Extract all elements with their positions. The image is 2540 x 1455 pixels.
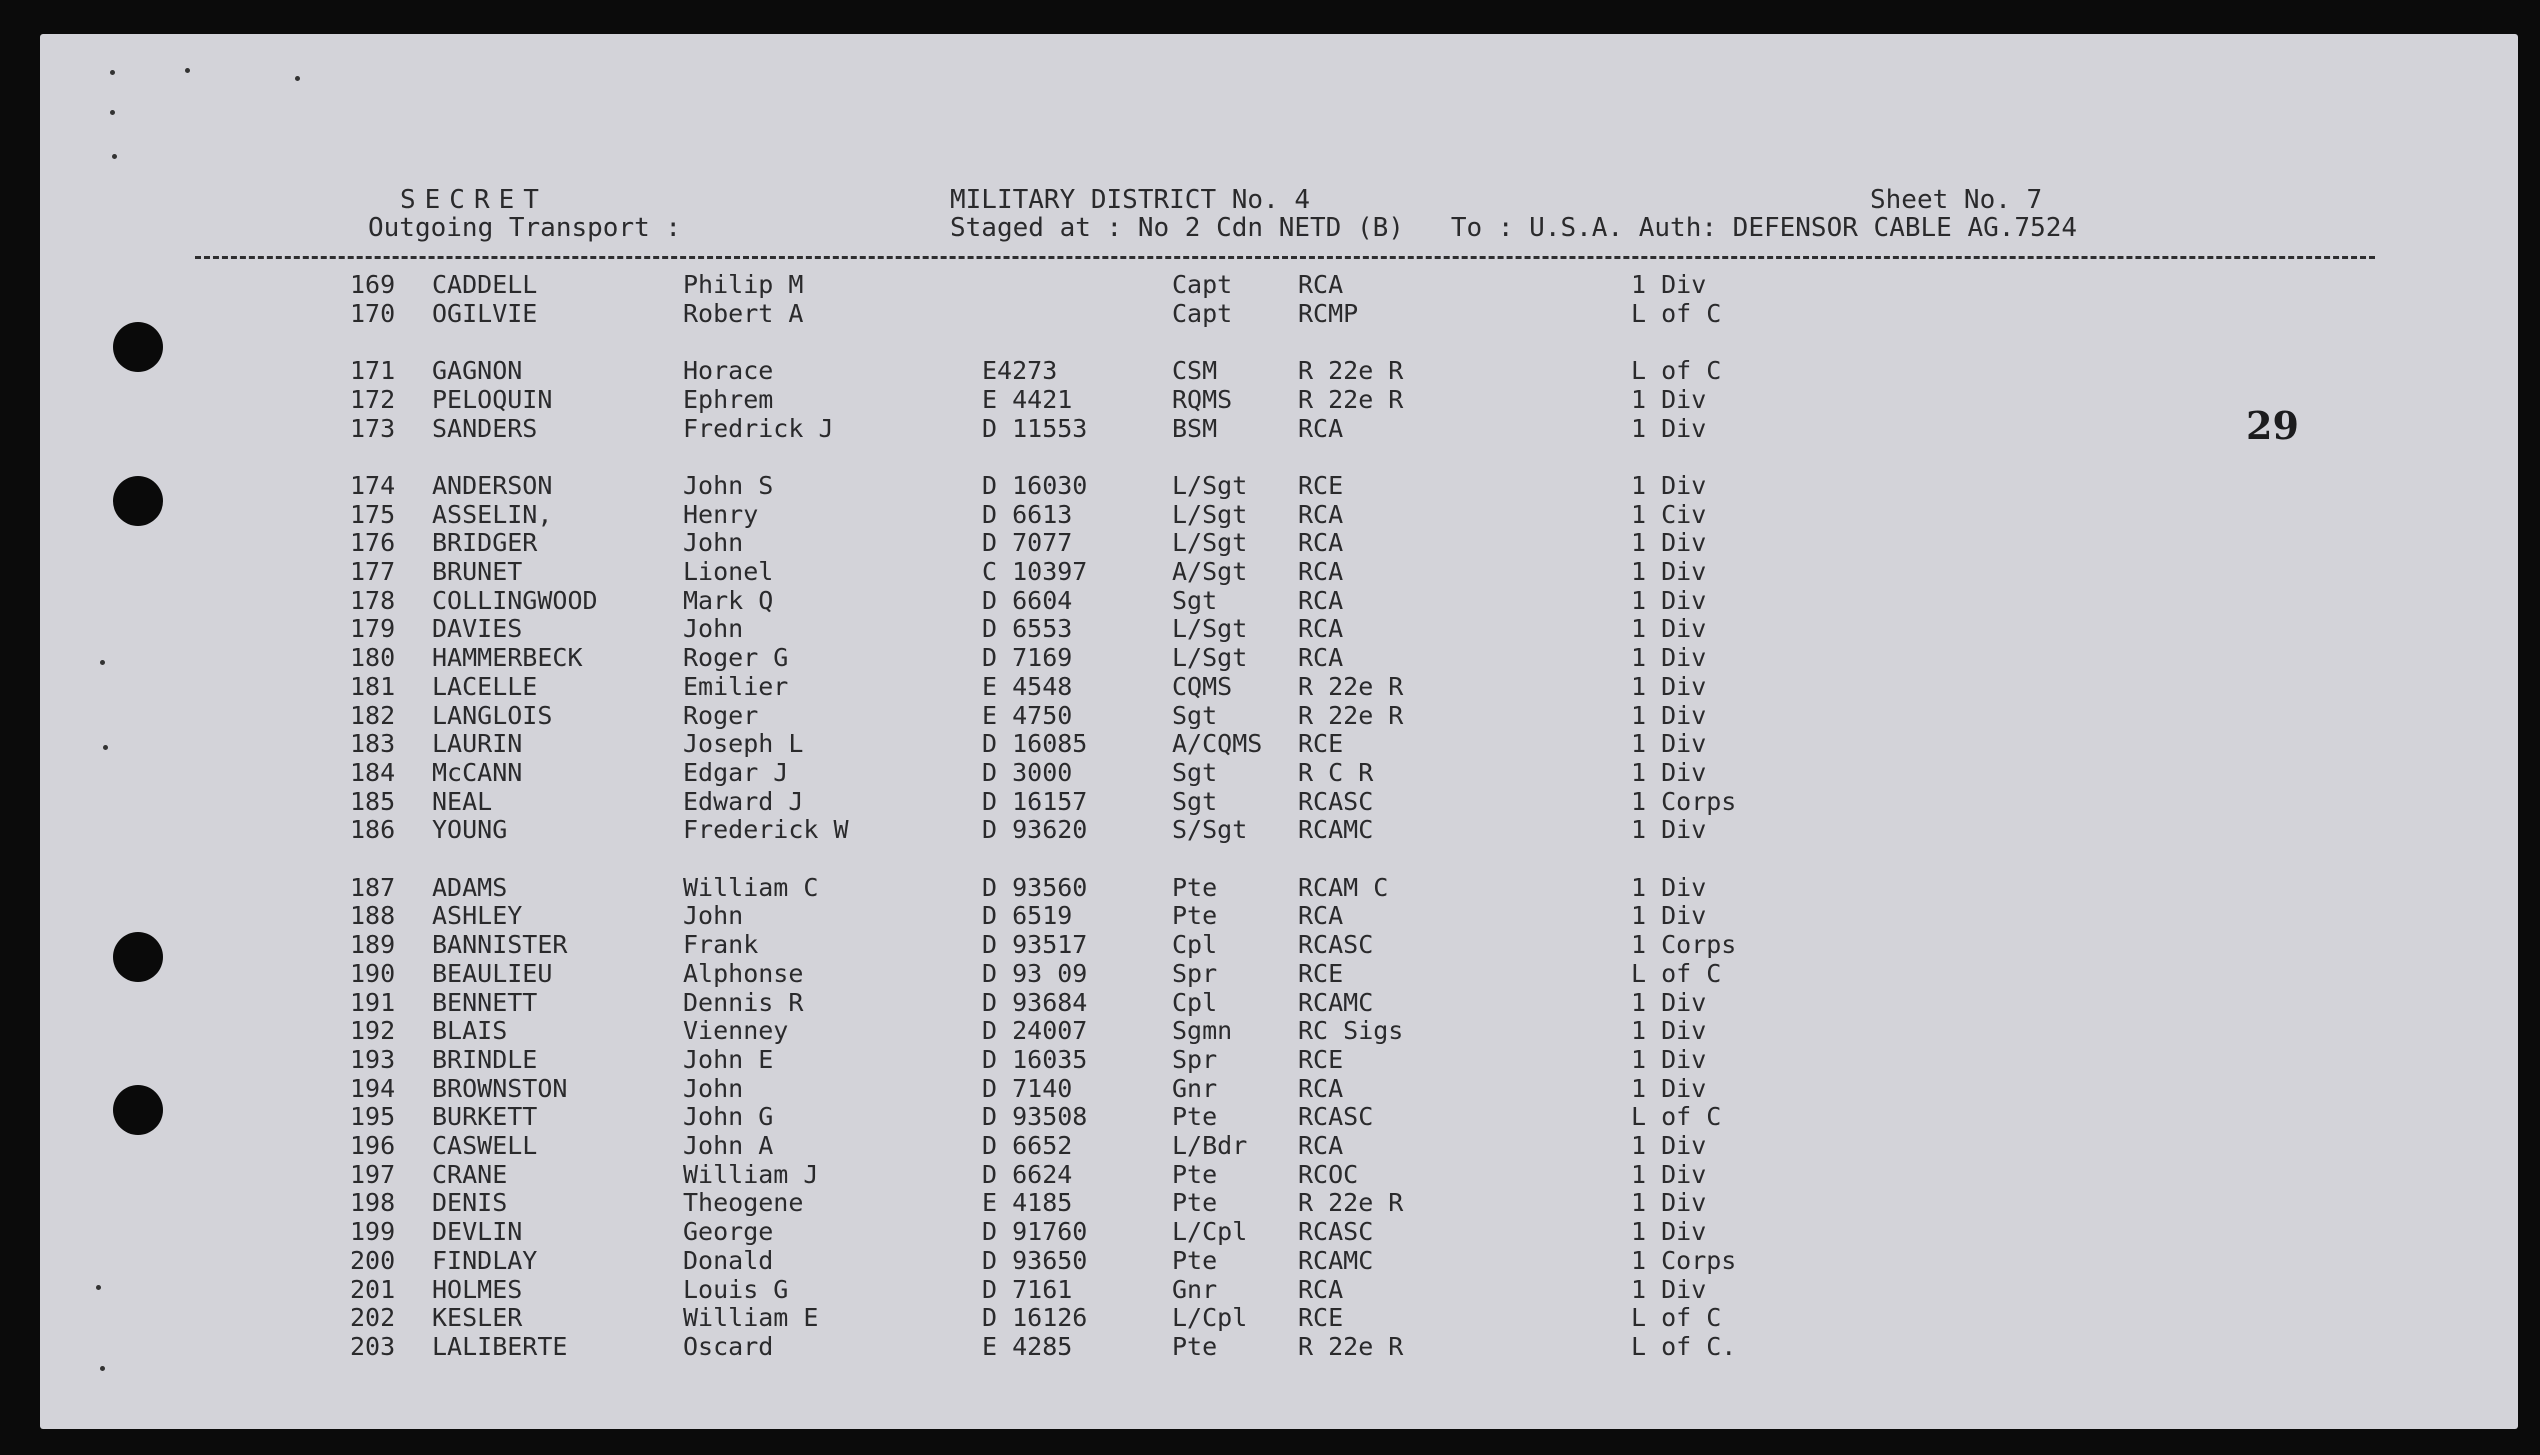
destination: 1 Div [1631,470,1707,500]
row-number: 173 [350,413,396,443]
service-number: D 7140 [982,1073,1073,1103]
given-name: Joseph L [683,729,804,759]
row-number: 201 [350,1274,396,1304]
table-row [0,989,2540,1017]
given-name: Oscard [683,1331,774,1361]
service-number: E 4548 [982,671,1073,701]
surname: KESLER [432,1303,523,1333]
destination: 1 Div [1631,528,1707,558]
row-number: 198 [350,1188,396,1218]
surname: BURKETT [432,1102,538,1132]
rank: Pte [1172,901,1218,931]
rank: Gnr [1172,1073,1218,1103]
surname: McCANN [432,757,523,787]
given-name: John [683,1073,744,1103]
table-row [0,1075,2540,1103]
row-number: 172 [350,384,396,414]
destination: 1 Civ [1631,499,1707,529]
service-number: D 6604 [982,585,1073,615]
row-number: 182 [350,700,396,730]
table-row [0,1132,2540,1160]
unit: R C R [1298,757,1374,787]
row-number: 200 [350,1245,396,1275]
rank: RQMS [1172,384,1233,414]
given-name: Theogene [683,1188,804,1218]
service-number: D 93 09 [982,958,1088,988]
given-name: Ephrem [683,384,774,414]
row-number: 171 [350,356,396,386]
row-number: 187 [350,872,396,902]
unit: R 22e R [1298,1188,1404,1218]
row-number: 202 [350,1303,396,1333]
row-number: 186 [350,815,396,845]
destination: 1 Div [1631,1131,1707,1160]
row-number: 170 [350,298,396,328]
given-name: Robert A [683,298,804,328]
destination: 1 Div [1631,270,1707,299]
unit: RCASC [1298,786,1374,816]
row-number: 199 [350,1217,396,1247]
page-stamp: 29 [2246,403,2299,448]
unit: RCA [1298,557,1344,586]
service-number: D 93508 [982,1102,1088,1132]
surname: CASWELL [432,1131,538,1160]
rank: Pte [1172,1159,1218,1189]
row-number: 179 [350,614,396,644]
service-number: E 4750 [982,700,1073,730]
surname: CADDELL [432,270,538,299]
table-row [0,1276,2540,1304]
surname: BANNISTER [432,930,568,960]
row-number: 193 [350,1044,396,1074]
table-row [0,874,2540,902]
service-number: D 6553 [982,614,1073,644]
given-name: William E [683,1303,819,1333]
rank: Sgt [1172,700,1218,730]
surname: LACELLE [432,671,538,701]
given-name: Emilier [683,671,789,701]
destination: 1 Div [1631,1274,1707,1304]
destination: L of C [1631,298,1722,328]
paper-speck [112,154,117,159]
paper-speck [185,68,190,73]
given-name: Horace [683,356,774,386]
unit: RCE [1298,470,1344,500]
table-row [0,644,2540,672]
unit: RCASC [1298,930,1374,960]
surname: FINDLAY [432,1245,538,1275]
table-row [0,501,2540,529]
surname: BRINDLE [432,1044,538,1074]
unit: RCASC [1298,1102,1374,1132]
destination: 1 Div [1631,1073,1707,1103]
given-name: John E [683,1044,774,1074]
given-name: Dennis R [683,987,804,1017]
unit: RCAMC [1298,987,1374,1017]
table-row [0,386,2540,414]
surname: ADAMS [432,872,508,902]
rank: L/Sgt [1172,643,1248,673]
table-row [0,1103,2540,1131]
district-title: MILITARY DISTRICT No. 4 [950,185,1311,215]
table-row [0,788,2540,816]
row-number: 192 [350,1016,396,1046]
row-number: 188 [350,901,396,931]
service-number: D 16157 [982,786,1088,816]
surname: LAURIN [432,729,523,759]
surname: ASSELIN, [432,499,553,529]
surname: COLLINGWOOD [432,585,598,615]
rank: L/Sgt [1172,528,1248,558]
table-row [0,271,2540,299]
service-number: E 4285 [982,1331,1073,1361]
destination: 1 Div [1631,384,1707,414]
surname: BENNETT [432,987,538,1017]
table-row [0,960,2540,988]
destination: 1 Div [1631,757,1707,787]
row-number: 185 [350,786,396,816]
unit: RCE [1298,1303,1344,1333]
rank: A/Sgt [1172,557,1248,586]
destination: 1 Corps [1631,930,1737,960]
rank: Pte [1172,872,1218,902]
destination: 1 Div [1631,815,1707,845]
unit: RCA [1298,413,1344,443]
row-number: 183 [350,729,396,759]
given-name: John S [683,470,774,500]
table-row [0,931,2540,959]
table-row [0,1189,2540,1217]
unit: RCAMC [1298,1245,1374,1275]
rank: Gnr [1172,1274,1218,1304]
row-number: 195 [350,1102,396,1132]
surname: LANGLOIS [432,700,553,730]
paper-speck [100,1366,105,1371]
table-row [0,300,2540,328]
given-name: George [683,1217,774,1247]
row-number: 189 [350,930,396,960]
service-number: D 91760 [982,1217,1088,1247]
unit: RCA [1298,1073,1344,1103]
rank: A/CQMS [1172,729,1263,759]
unit: RCAMC [1298,815,1374,845]
row-number: 203 [350,1331,396,1361]
table-row [0,529,2540,557]
service-number: D 3000 [982,757,1073,787]
destination: 1 Div [1631,671,1707,701]
unit: RCA [1298,1274,1344,1304]
destination: 1 Div [1631,1217,1707,1247]
unit: R 22e R [1298,700,1404,730]
destination: 1 Div [1631,614,1707,644]
service-number: D 6652 [982,1131,1073,1160]
paper-speck [110,110,115,115]
given-name: Vienney [683,1016,789,1046]
given-name: Louis G [683,1274,789,1304]
destination: 1 Div [1631,1016,1707,1046]
table-row [0,615,2540,643]
surname: YOUNG [432,815,508,845]
surname: HAMMERBECK [432,643,583,673]
unit: R 22e R [1298,384,1404,414]
destination: 1 Div [1631,1044,1707,1074]
surname: BRIDGER [432,528,538,558]
service-number: D 93560 [982,872,1088,902]
rank: CSM [1172,356,1218,386]
table-row [0,673,2540,701]
rank: Sgt [1172,786,1218,816]
given-name: Henry [683,499,759,529]
rank: L/Bdr [1172,1131,1248,1160]
table-row [0,759,2540,787]
given-name: William J [683,1159,819,1189]
surname: ASHLEY [432,901,523,931]
table-row [0,702,2540,730]
destination: L of C [1631,958,1722,988]
given-name: John [683,901,744,931]
service-number: D 11553 [982,413,1088,443]
given-name: John [683,614,744,644]
rank: Spr [1172,1044,1218,1074]
table-row [0,1046,2540,1074]
staging-line: Staged at : No 2 Cdn NETD (B) To : U.S.A. Auth: DEFENSOR CABLE AG.7524 [950,213,2078,243]
service-number: E 4421 [982,384,1073,414]
rank: Sgt [1172,585,1218,615]
service-number: D 7169 [982,643,1073,673]
unit: RCMP [1298,298,1359,328]
unit: R 22e R [1298,356,1404,386]
unit: RCOC [1298,1159,1359,1189]
surname: BRUNET [432,557,523,586]
rank: Cpl [1172,930,1218,960]
given-name: Roger [683,700,759,730]
unit: RCA [1298,528,1344,558]
surname: DAVIES [432,614,523,644]
surname: NEAL [432,786,493,816]
destination: 1 Div [1631,987,1707,1017]
service-number: D 16085 [982,729,1088,759]
destination: 1 Div [1631,557,1707,586]
rank: L/Cpl [1172,1217,1248,1247]
surname: BROWNSTON [432,1073,568,1103]
surname: BEAULIEU [432,958,553,988]
rank: L/Sgt [1172,470,1248,500]
row-number: 196 [350,1131,396,1160]
table-row [0,730,2540,758]
row-number: 174 [350,470,396,500]
row-number: 177 [350,557,396,586]
given-name: Edward J [683,786,804,816]
rank: L/Sgt [1172,499,1248,529]
destination: 1 Corps [1631,786,1737,816]
unit: RCE [1298,729,1344,759]
transport-label: Outgoing Transport : [368,213,682,243]
rank: Sgmn [1172,1016,1233,1046]
rank: S/Sgt [1172,815,1248,845]
destination: 1 Div [1631,872,1707,902]
table-row [0,472,2540,500]
rank: Sgt [1172,757,1218,787]
destination: 1 Div [1631,1159,1707,1189]
row-number: 176 [350,528,396,558]
rank: Cpl [1172,987,1218,1017]
row-number: 184 [350,757,396,787]
given-name: Lionel [683,557,774,586]
given-name: John [683,528,744,558]
row-number: 197 [350,1159,396,1189]
surname: LALIBERTE [432,1331,568,1361]
given-name: Fredrick J [683,413,834,443]
table-row [0,1218,2540,1246]
rank: CQMS [1172,671,1233,701]
surname: GAGNON [432,356,523,386]
table-row [0,1333,2540,1361]
given-name: John G [683,1102,774,1132]
table-row [0,1247,2540,1275]
rank: Pte [1172,1245,1218,1275]
destination: 1 Div [1631,585,1707,615]
row-number: 175 [350,499,396,529]
service-number: D 16030 [982,470,1088,500]
rank: Pte [1172,1102,1218,1132]
destination: L of C. [1631,1331,1737,1361]
service-number: D 6519 [982,901,1073,931]
table-row [0,1017,2540,1045]
table-row [0,902,2540,930]
table-row [0,816,2540,844]
surname: BLAIS [432,1016,508,1046]
service-number: D 93517 [982,930,1088,960]
unit: RCE [1298,958,1344,988]
service-number: D 93684 [982,987,1088,1017]
destination: 1 Div [1631,700,1707,730]
rank: Capt [1172,270,1233,299]
service-number: D 7077 [982,528,1073,558]
surname: HOLMES [432,1274,523,1304]
row-number: 194 [350,1073,396,1103]
table-row [0,587,2540,615]
row-number: 181 [350,671,396,701]
rank: Spr [1172,958,1218,988]
surname: DENIS [432,1188,508,1218]
service-number: D 7161 [982,1274,1073,1304]
service-number: D 24007 [982,1016,1088,1046]
rank: Pte [1172,1331,1218,1361]
row-number: 180 [350,643,396,673]
given-name: John A [683,1131,774,1160]
destination: L of C [1631,1102,1722,1132]
service-number: D 6613 [982,499,1073,529]
surname: OGILVIE [432,298,538,328]
given-name: Frank [683,930,759,960]
unit: RCA [1298,901,1344,931]
paper-speck [295,76,300,81]
unit: RCASC [1298,1217,1374,1247]
given-name: Alphonse [683,958,804,988]
unit: RCA [1298,270,1344,299]
row-number: 169 [350,270,396,299]
sheet-number: Sheet No. 7 [1870,185,2043,215]
unit: RCA [1298,643,1344,673]
destination: L of C [1631,1303,1722,1333]
destination: 1 Div [1631,901,1707,931]
given-name: Edgar J [683,757,789,787]
service-number: C 10397 [982,557,1088,586]
service-number: E4273 [982,356,1058,386]
given-name: Donald [683,1245,774,1275]
surname: SANDERS [432,413,538,443]
unit: RCAM C [1298,872,1389,902]
unit: RCE [1298,1044,1344,1074]
destination: 1 Div [1631,413,1707,443]
surname: DEVLIN [432,1217,523,1247]
destination: 1 Corps [1631,1245,1737,1275]
header-divider [195,256,2375,259]
table-row [0,357,2540,385]
service-number: D 93650 [982,1245,1088,1275]
given-name: Frederick W [683,815,849,845]
row-number: 178 [350,585,396,615]
unit: R 22e R [1298,671,1404,701]
table-row [0,1161,2540,1189]
given-name: Mark Q [683,585,774,615]
destination: L of C [1631,356,1722,386]
given-name: Roger G [683,643,789,673]
unit: RCA [1298,1131,1344,1160]
unit: RCA [1298,585,1344,615]
service-number: D 93620 [982,815,1088,845]
rank: Pte [1172,1188,1218,1218]
rank: L/Sgt [1172,614,1248,644]
surname: CRANE [432,1159,508,1189]
unit: RCA [1298,614,1344,644]
row-number: 190 [350,958,396,988]
given-name: Philip M [683,270,804,299]
service-number: E 4185 [982,1188,1073,1218]
unit: RC Sigs [1298,1016,1404,1046]
table-row [0,1304,2540,1332]
table-row [0,415,2540,443]
paper-speck [110,70,115,75]
row-number: 191 [350,987,396,1017]
destination: 1 Div [1631,729,1707,759]
rank: L/Cpl [1172,1303,1248,1333]
unit: RCA [1298,499,1344,529]
rank: Capt [1172,298,1233,328]
unit: R 22e R [1298,1331,1404,1361]
surname: PELOQUIN [432,384,553,414]
service-number: D 16126 [982,1303,1088,1333]
rank: BSM [1172,413,1218,443]
surname: ANDERSON [432,470,553,500]
given-name: William C [683,872,819,902]
classification-label: SECRET [400,185,548,215]
service-number: D 16035 [982,1044,1088,1074]
destination: 1 Div [1631,643,1707,673]
table-row [0,558,2540,586]
destination: 1 Div [1631,1188,1707,1218]
service-number: D 6624 [982,1159,1073,1189]
